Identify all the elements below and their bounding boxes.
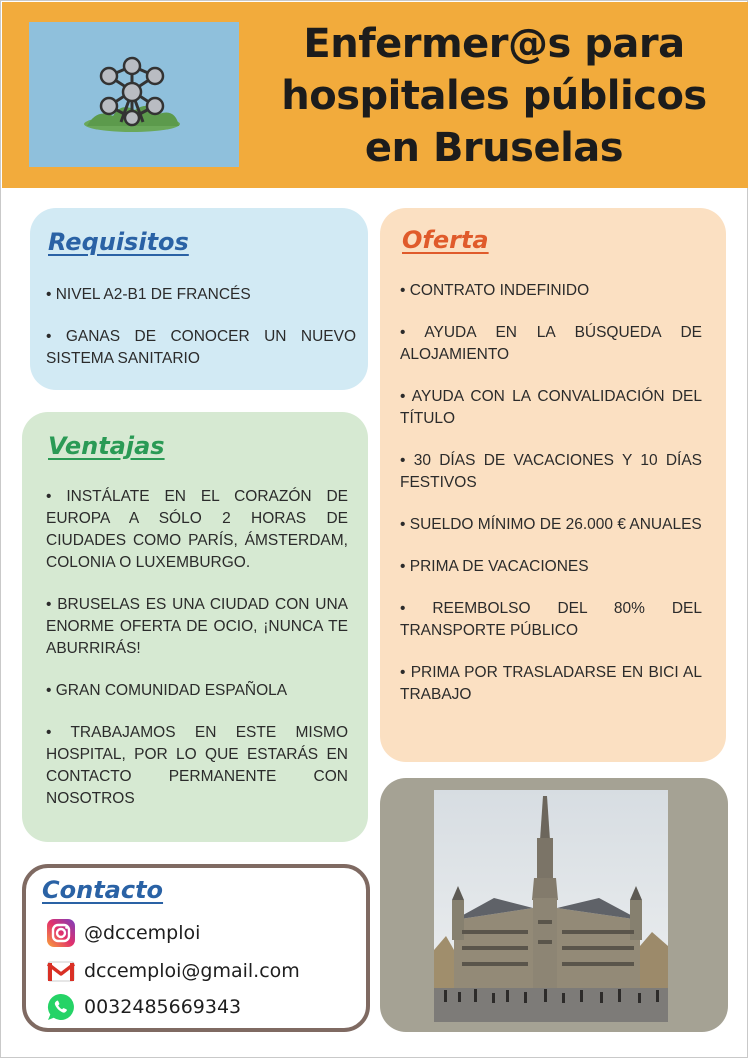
- contacto-card: [22, 864, 370, 1032]
- list-item: • PRIMA POR TRASLADARSE EN BICI AL TRABAJO: [400, 662, 702, 706]
- title-line-1: Enfermer@s para: [303, 21, 685, 67]
- oferta-title: Oferta: [402, 226, 489, 254]
- list-item: • BRUSELAS ES UNA CIUDAD CON UNA ENORME OFERTA DE OCIO, ¡NUNCA TE ABURRIRÁS!: [46, 594, 348, 660]
- instagram-contact[interactable]: [46, 918, 200, 948]
- title-line-3: en Bruselas: [364, 125, 624, 171]
- list-item: • AYUDA EN LA BÚSQUEDA DE ALOJAMIENTO: [400, 322, 702, 366]
- list-item: • GANAS DE CONOCER UN NUEVO SISTEMA SANITARIO: [46, 326, 356, 370]
- list-item: • GRAN COMUNIDAD ESPAÑOLA: [46, 680, 348, 702]
- phone-contact[interactable]: [46, 992, 241, 1022]
- list-item: • SUELDO MÍNIMO DE 26.000 € ANUALES: [400, 514, 702, 536]
- photo-card: [380, 778, 728, 1032]
- list-item: • TRABAJAMOS EN ESTE MISMO HOSPITAL, POR LO QUE ESTARÁS EN CONTACTO PERMANENTE CON NOSOTROS: [46, 722, 348, 810]
- atomium-logo: [29, 22, 239, 167]
- list-item: • NIVEL A2-B1 DE FRANCÉS: [46, 284, 356, 306]
- ventajas-title: Ventajas: [48, 432, 165, 460]
- list-item: • REEMBOLSO DEL 80% DEL TRANSPORTE PÚBLICO: [400, 598, 702, 642]
- title-line-2: hospitales públicos: [281, 73, 707, 119]
- whatsapp-icon: [46, 992, 76, 1022]
- list-item: • INSTÁLATE EN EL CORAZÓN DE EUROPA A SÓLO 2 HORAS DE CIUDADES COMO PARÍS, ÁMSTERDAM, COLONIA O LUXEMBURGO.: [46, 486, 348, 574]
- list-item: • CONTRATO INDEFINIDO: [400, 280, 702, 302]
- page-title: [260, 18, 728, 174]
- atomium-icon: [29, 22, 239, 167]
- list-item: • 30 DÍAS DE VACACIONES Y 10 DÍAS FESTIVOS: [400, 450, 702, 494]
- list-item: • AYUDA CON LA CONVALIDACIÓN DEL TÍTULO: [400, 386, 702, 430]
- requisitos-list: [46, 284, 356, 390]
- requisitos-card: [30, 208, 368, 390]
- email-contact[interactable]: [46, 956, 300, 986]
- ventajas-card: [22, 412, 368, 842]
- gmail-icon: [46, 956, 76, 986]
- header-banner: [2, 2, 748, 188]
- brussels-town-hall-photo: [434, 790, 668, 1022]
- email-address: dccemploi@gmail.com: [84, 960, 300, 982]
- phone-number: 0032485669343: [84, 996, 242, 1018]
- requisitos-title: Requisitos: [48, 228, 189, 256]
- instagram-icon: [46, 918, 76, 948]
- ventajas-list: [46, 486, 348, 830]
- contacto-title: Contacto: [42, 876, 164, 904]
- list-item: • PRIMA DE VACACIONES: [400, 556, 702, 578]
- oferta-list: [400, 280, 702, 726]
- instagram-handle: @dccemploi: [84, 922, 201, 944]
- oferta-card: [380, 208, 726, 762]
